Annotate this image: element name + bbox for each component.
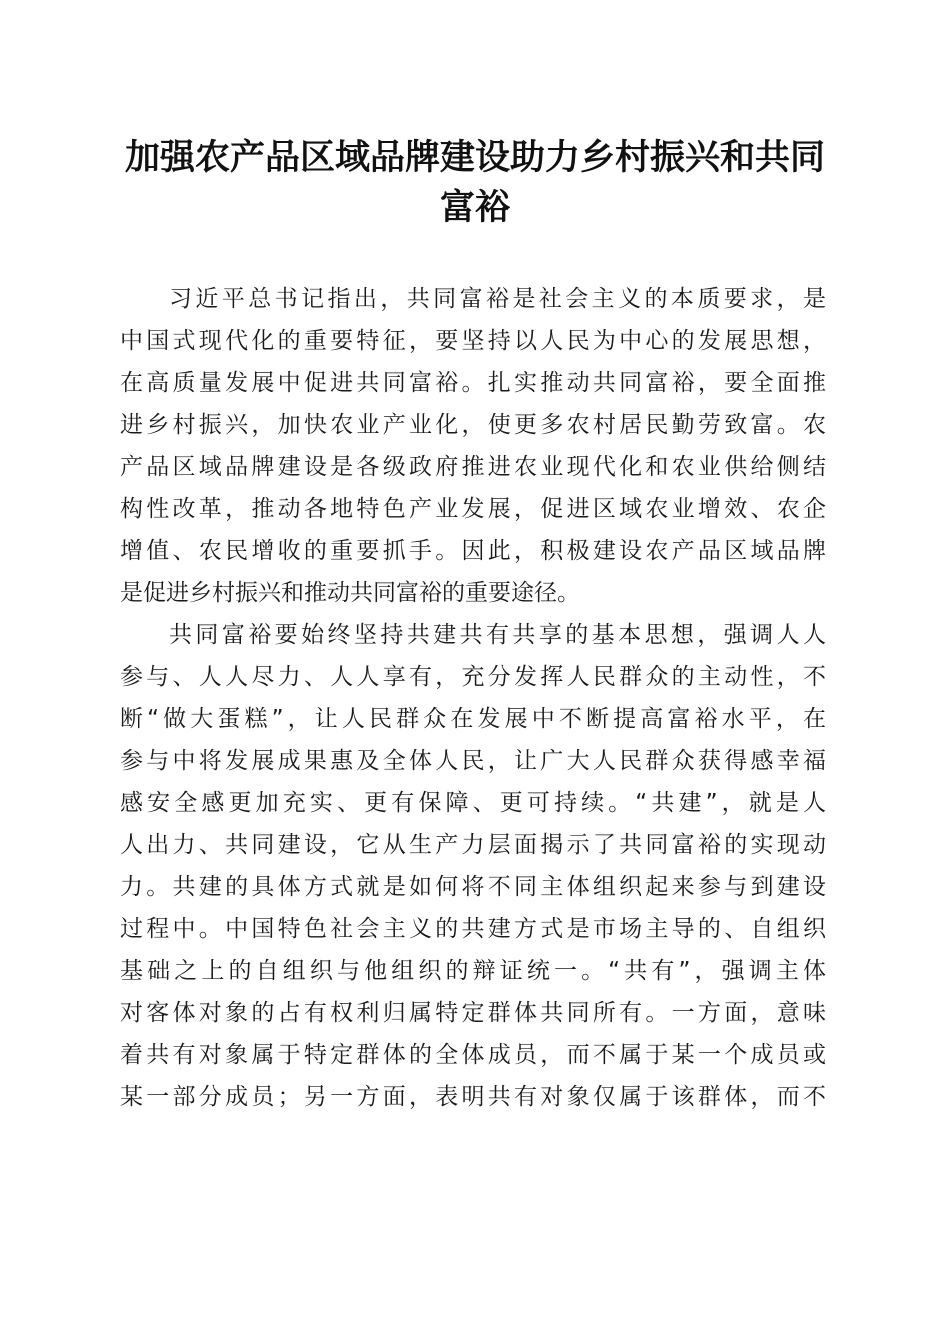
paragraph-line: 某一部分成员；另一方面，表明共有对象仅属于该群体，而不 — [120, 1084, 826, 1110]
paragraph-line: 力。共建的具体方式就是如何将不同主体组织起来参与到建设 — [120, 874, 826, 900]
title-line-1: 加强农产品区域品牌建设助力乡村振兴和共同 — [124, 137, 825, 178]
paragraph-line: 构性改革，推动各地特色产业发展，促进区域农业增效、农企 — [120, 496, 826, 522]
paragraph-line: 进乡村振兴，加快农业产业化，使更多农村居民勤劳致富。农 — [120, 412, 826, 438]
paragraph-line: 着共有对象属于特定群体的全体成员，而不属于某一个成员或 — [120, 1042, 826, 1068]
title-line-2: 富裕 — [439, 187, 510, 228]
paragraph-1 — [120, 278, 826, 614]
paragraph-line: 是促进乡村振兴和推动共同富裕的重要途径。 — [120, 580, 580, 606]
paragraph-line: 感安全感更加充实、更有保障、更可持续。“共建”，就是人 — [120, 790, 826, 816]
paragraph-line: 共同富裕要始终坚持共建共有共享的基本思想，强调人人 — [169, 622, 826, 648]
paragraph-line: 增值、农民增收的重要抓手。因此，积极建设农产品区域品牌 — [120, 538, 826, 564]
paragraph-line: 对客体对象的占有权利归属特定群体共同所有。一方面，意味 — [120, 1000, 826, 1026]
paragraph-line: 参与中将发展成果惠及全体人民，让广大人民群众获得感幸福 — [120, 748, 826, 774]
paragraph-line: 人出力、共同建设，它从生产力层面揭示了共同富裕的实现动 — [120, 832, 826, 858]
document-title — [115, 133, 835, 233]
paragraph-line: 中国式现代化的重要特征，要坚持以人民为中心的发展思想， — [120, 328, 826, 354]
paragraph-line: 产品区域品牌建设是各级政府推进农业现代化和农业供给侧结 — [120, 454, 826, 480]
paragraph-line: 在高质量发展中促进共同富裕。扎实推动共同富裕，要全面推 — [120, 370, 826, 396]
paragraph-2 — [120, 614, 826, 1118]
document-body — [120, 278, 826, 1118]
paragraph-line: 习近平总书记指出，共同富裕是社会主义的本质要求，是 — [169, 286, 826, 312]
paragraph-line: 参与、人人尽力、人人享有，充分发挥人民群众的主动性，不 — [120, 664, 826, 690]
paragraph-line: 断“做大蛋糕”，让人民群众在发展中不断提高富裕水平，在 — [120, 706, 826, 732]
paragraph-line: 过程中。中国特色社会主义的共建方式是市场主导的、自组织 — [120, 916, 826, 942]
paragraph-line: 基础之上的自组织与他组织的辩证统一。“共有”，强调主体 — [120, 958, 826, 984]
